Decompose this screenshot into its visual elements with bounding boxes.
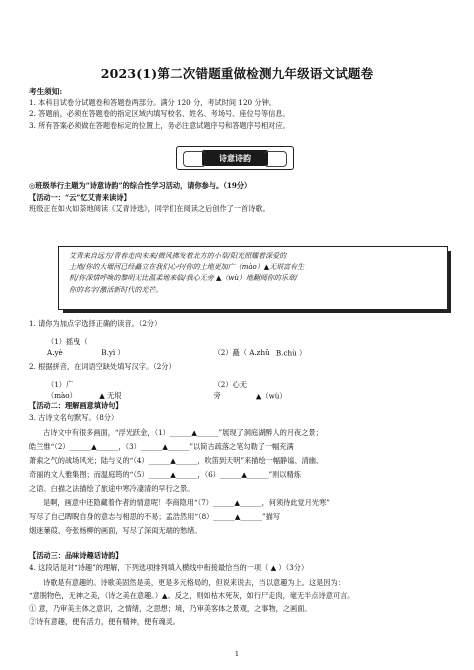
q3-line: 烟迷蒹葭、夸张杨柳的画面，写尽了深闺无端的愁绪。	[29, 526, 202, 535]
q2-opt2b: ▲（wù）	[255, 391, 287, 400]
q2-opt2: （2）心无旁	[213, 379, 247, 400]
notice-item: 3. 所有答案必须做在答题卷标定的位置上，务必注意试题序号和答题序号相对应。	[29, 120, 290, 130]
poem-line: 你的名字/激活新时代的光芒。	[69, 285, 163, 294]
activity2-heading: 【活动二：理解画意填诗句】	[29, 401, 123, 410]
poem-box	[58, 246, 448, 310]
section-banner	[176, 146, 294, 170]
q4-stem: 4. 这段话是对“诗趣”的理解，下列选项排列填入横线中衔接最恰当的一项（ ▲ ）（3分）	[29, 562, 309, 572]
q4-line: “意脱物色，无神之美，（诗之美在意趣。）▲。反之，则如枯木死灰，如行尸走肉，毫无半点诗意可言。	[29, 591, 355, 600]
page-number: 1	[234, 650, 240, 658]
activity1-text: 班级正在如火如荼地阅读《艾青诗选》，同学们在阅读之后创作了一首诗歌。	[29, 204, 270, 213]
q3-line: 是啊，画意中还隐藏着作者的情意呢！李商隐用“（7）______▲______，何须待此觉月光寒”	[43, 498, 330, 507]
q1-options	[29, 336, 450, 359]
question-2	[29, 361, 450, 402]
q3-line: 萧索之气的战场风光；陆与义的“（4）______▲______，吹笛到天明”来描绘一幅静谧、清幽、	[29, 456, 324, 465]
activity3-heading: 【活动三：品味诗趣话诗韵】	[29, 551, 123, 560]
exam-title: 2023(1)第二次错题重做检测九年级语文试题卷	[100, 66, 374, 81]
notice-item: 1. 本科目试卷分试题卷和答题卷两部分。满分 120 分，考试时间 120 分钟。	[29, 98, 276, 108]
q2-options	[29, 379, 450, 402]
poem-line: 机/你深情呼唤的黎明无比温柔地来临/我心无旁 ▲（wù）地翻阅你的乐章/	[69, 274, 298, 283]
q3-line: 皓兰惟“（2）______▲______，（3）______▲______”以简古疏落之笔勾勒了一幅充满	[29, 442, 294, 451]
q1-opt2: （2）矗（ A.zhǔ	[213, 348, 270, 357]
q1-opt1b: B.yì ）	[101, 348, 125, 357]
poem-line: 艾青来自远方/青春走向未来/微风拂发着北方的小草/阳光照耀着深爱的	[69, 252, 287, 260]
q4-option: ① 意，乃审美主体之意识，之情绪，之思想；境，乃审美客体之景观，之事物，之画面。	[29, 604, 312, 613]
q3-line: 写尽了自己睥睨自身的意志与相思的不易；孟浩然用“（8）______▲______”描写	[29, 512, 281, 521]
q4-option: ②诗有意趣，便有活力，便有精神，便有魂灵。	[29, 617, 180, 626]
q1-opt1: （1）摇曳（ A.yè	[47, 336, 88, 357]
q4-line: 诗歌是有意趣的。诗歌美固然是美，更是多元格局的，但说来说去，当以意趣为上。这是因为：	[43, 578, 345, 587]
notice-item: 2. 答题前，必须在答题卷的指定区域内填写校名、姓名、考场号、座位号等信息。	[29, 109, 290, 119]
poem-line: 土地/你的大堰河已经矗立在我们心中/你的土地更加广（mào）▲无垠富有生	[69, 263, 305, 272]
q3-line: 奇丽的文人雅集图；而温庭筠的“（5）______▲______，（6）______▲______”则以精炼	[29, 470, 301, 479]
exam-notice	[29, 86, 449, 131]
q3-stem: 3. 古诗文名句默写。（8分）	[29, 412, 119, 422]
banner-scroll-right-icon	[264, 151, 287, 167]
question-4	[29, 550, 450, 628]
banner-label: 诗意诗韵	[202, 150, 268, 166]
q1-opt2b: B.chù ）	[275, 348, 307, 357]
q2-opt1b: ▲ 无垠	[99, 391, 122, 400]
intro-text: ◎班级举行主题为“诗意诗韵”的综合性学习活动，请你参与。（19分）	[29, 181, 252, 190]
q2-opt1: （1）广（mào）	[47, 379, 77, 400]
section-intro	[29, 180, 450, 215]
notice-heading: 考生须知:	[29, 87, 63, 96]
question-3	[29, 400, 450, 538]
activity1-heading: 【活动一：“云”忆艾青来读诗】	[29, 192, 131, 202]
q3-line: 之语、白描之法描绘了旅途中寒冷凄清的早行之景。	[29, 484, 195, 493]
q3-line: 古诗文中有很多画面，“浮光跃金，（1）______▲______”展现了洞庭湖醉人的月夜之景；	[43, 428, 323, 437]
q2-stem: 2. 根据拼音，在词语空缺处填写汉字。（2分）	[29, 362, 176, 371]
banner-scroll-left-icon	[183, 151, 206, 167]
q1-stem: 1. 请你为加点字选择正确的读音。（2分）	[29, 319, 162, 328]
question-1	[29, 318, 450, 359]
